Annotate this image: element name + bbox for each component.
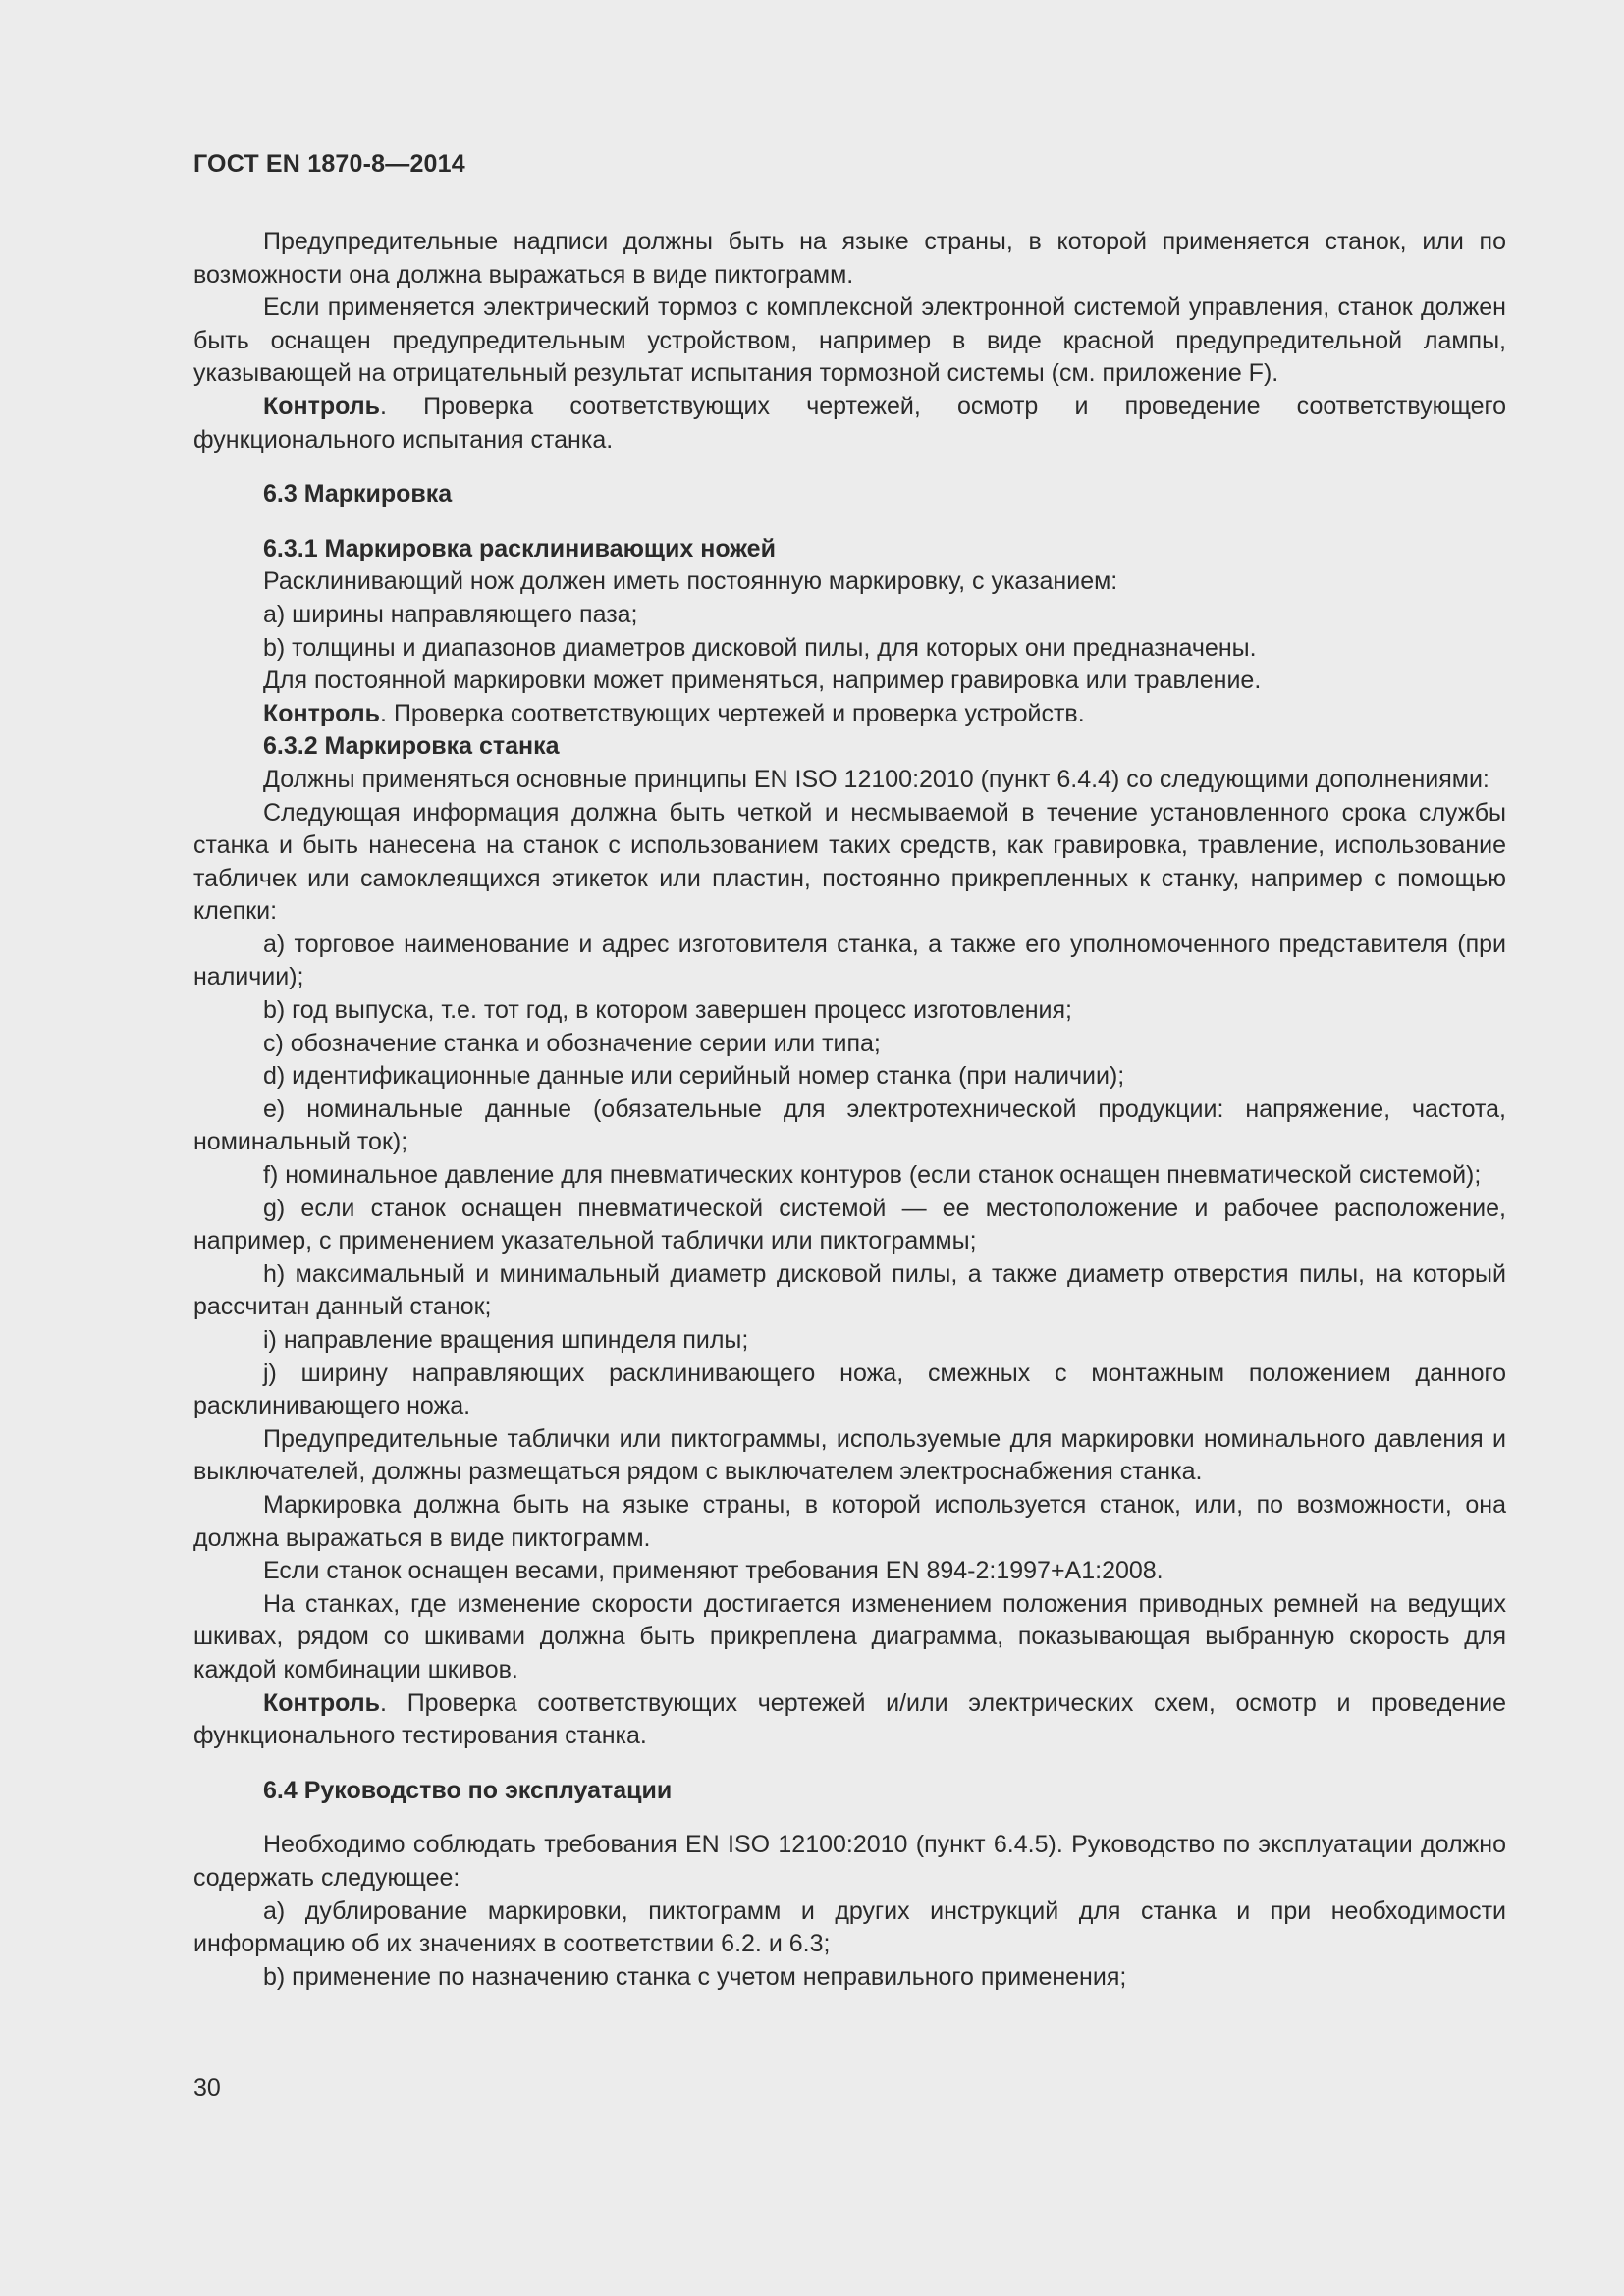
section-heading: 6.4 Руководство по эксплуатации	[263, 1776, 673, 1804]
control-text: . Проверка соответствующих чертежей и проверка устройств.	[380, 699, 1085, 727]
body-paragraph: Расклинивающий нож должен иметь постоянную маркировку, с указанием:	[263, 567, 1118, 596]
control-text: . Проверка соответствующих чертежей, осмотр и проведение соответствующего функционального испытания станка.	[193, 392, 1506, 454]
body-paragraph: Следующая информация должна быть четкой и несмываемой в течение установленного срока службы станка и быть нанесена на станок с использованием таких средств, как гравировка, травление, использование табличек или самоклеящихся этикеток или пластин, постоянно прикрепленных к станку, например с помощью клепки:	[193, 798, 1506, 926]
section-heading: 6.3.2 Маркировка станка	[263, 732, 560, 761]
body-paragraph: i) направление вращения шпинделя пилы;	[263, 1326, 749, 1354]
body-paragraph: e) номинальные данные (обязательные для электротехнической продукции: напряжение, частота, номинальный ток);	[193, 1095, 1506, 1156]
body-paragraph: Для постоянной маркировки может применяться, например гравировка или травление.	[263, 667, 1262, 695]
control-paragraph	[193, 391, 1506, 456]
body-paragraph: Необходимо соблюдать требования EN ISO 12100:2010 (пункт 6.4.5). Руководство по эксплуатации должно содержать следующее:	[193, 1831, 1506, 1892]
body-paragraph: Предупредительные таблички или пиктограммы, используемые для маркировки номинального давления и выключателей, должны размещаться рядом с выключателем электроснабжения станка.	[193, 1424, 1506, 1486]
control-paragraph	[193, 1687, 1506, 1753]
document-header: ГОСТ EN 1870-8—2014	[193, 150, 465, 178]
body-paragraph: c) обозначение станка и обозначение серии или типа;	[263, 1029, 881, 1057]
control-paragraph	[193, 698, 1506, 731]
body-paragraph: На станках, где изменение скорости достигается изменением положения приводных ремней на ведущих шкивах, рядом со шкивами должна быть прикреплена диаграмма, показывающая выбранную скорость для каждой комбинации шкивов.	[193, 1589, 1506, 1683]
control-text: . Проверка соответствующих чертежей и/или электрических схем, осмотр и проведение функционального тестирования станка.	[193, 1688, 1506, 1750]
control-label: Контроль	[263, 699, 381, 727]
section-heading: 6.3.1 Маркировка расклинивающих ножей	[263, 534, 776, 562]
body-paragraph: a) торговое наименование и адрес изготовителя станка, а также его уполномоченного представителя (при наличии);	[193, 930, 1506, 991]
control-label: Контроль	[263, 392, 381, 420]
body-paragraph: b) год выпуска, т.е. тот год, в котором завершен процесс изготовления;	[263, 996, 1072, 1025]
body-paragraph: Если станок оснащен весами, применяют требования EN 894-2:1997+A1:2008.	[263, 1557, 1164, 1585]
body-paragraph: j) ширину направляющих расклинивающего ножа, смежных с монтажным положением данного расклинивающего ножа.	[193, 1359, 1506, 1420]
body-paragraph: Маркировка должна быть на языке страны, в которой используется станок, или, по возможности, она должна выражаться в виде пиктограмм.	[193, 1490, 1506, 1552]
body-paragraph: a) дублирование маркировки, пиктограмм и других инструкций для станка и при необходимости информацию об их значениях в соответствии 6.2. и 6.3;	[193, 1896, 1506, 1958]
body-paragraph: b) применение по назначению станка с учетом неправильного применения;	[263, 1962, 1127, 1991]
body-paragraph: b) толщины и диапазонов диаметров дисковой пилы, для которых они предназначены.	[263, 633, 1257, 662]
section-heading: 6.3 Маркировка	[263, 480, 453, 508]
body-paragraph: a) ширины направляющего паза;	[263, 600, 638, 628]
document-body	[193, 226, 1506, 1994]
control-label: Контроль	[263, 1688, 381, 1717]
body-paragraph: f) номинальное давление для пневматических контуров (если станок оснащен пневматической системой);	[263, 1161, 1482, 1190]
body-paragraph: Должны применяться основные принципы EN ISO 12100:2010 (пункт 6.4.4) со следующими дополнениями:	[263, 765, 1489, 793]
page-number: 30	[193, 2074, 221, 2102]
body-paragraph: g) если станок оснащен пневматической системой — ее местоположение и рабочее расположение, например, с применением указательной таблички или пиктограммы;	[193, 1194, 1506, 1255]
body-paragraph: Предупредительные надписи должны быть на языке страны, в которой применяется станок, или по возможности она должна выражаться в виде пиктограмм.	[193, 228, 1506, 289]
body-paragraph: h) максимальный и минимальный диаметр дисковой пилы, а также диаметр отверстия пилы, на который рассчитан данный станок;	[193, 1259, 1506, 1321]
body-paragraph: Если применяется электрический тормоз с комплексной электронной системой управления, станок должен быть оснащен предупредительным устройством, например в виде красной предупредительной лампы, указывающей на отрицательный результат испытания тормозной системы (см. приложение F).	[193, 294, 1506, 388]
body-paragraph: d) идентификационные данные или серийный номер станка (при наличии);	[263, 1062, 1125, 1091]
